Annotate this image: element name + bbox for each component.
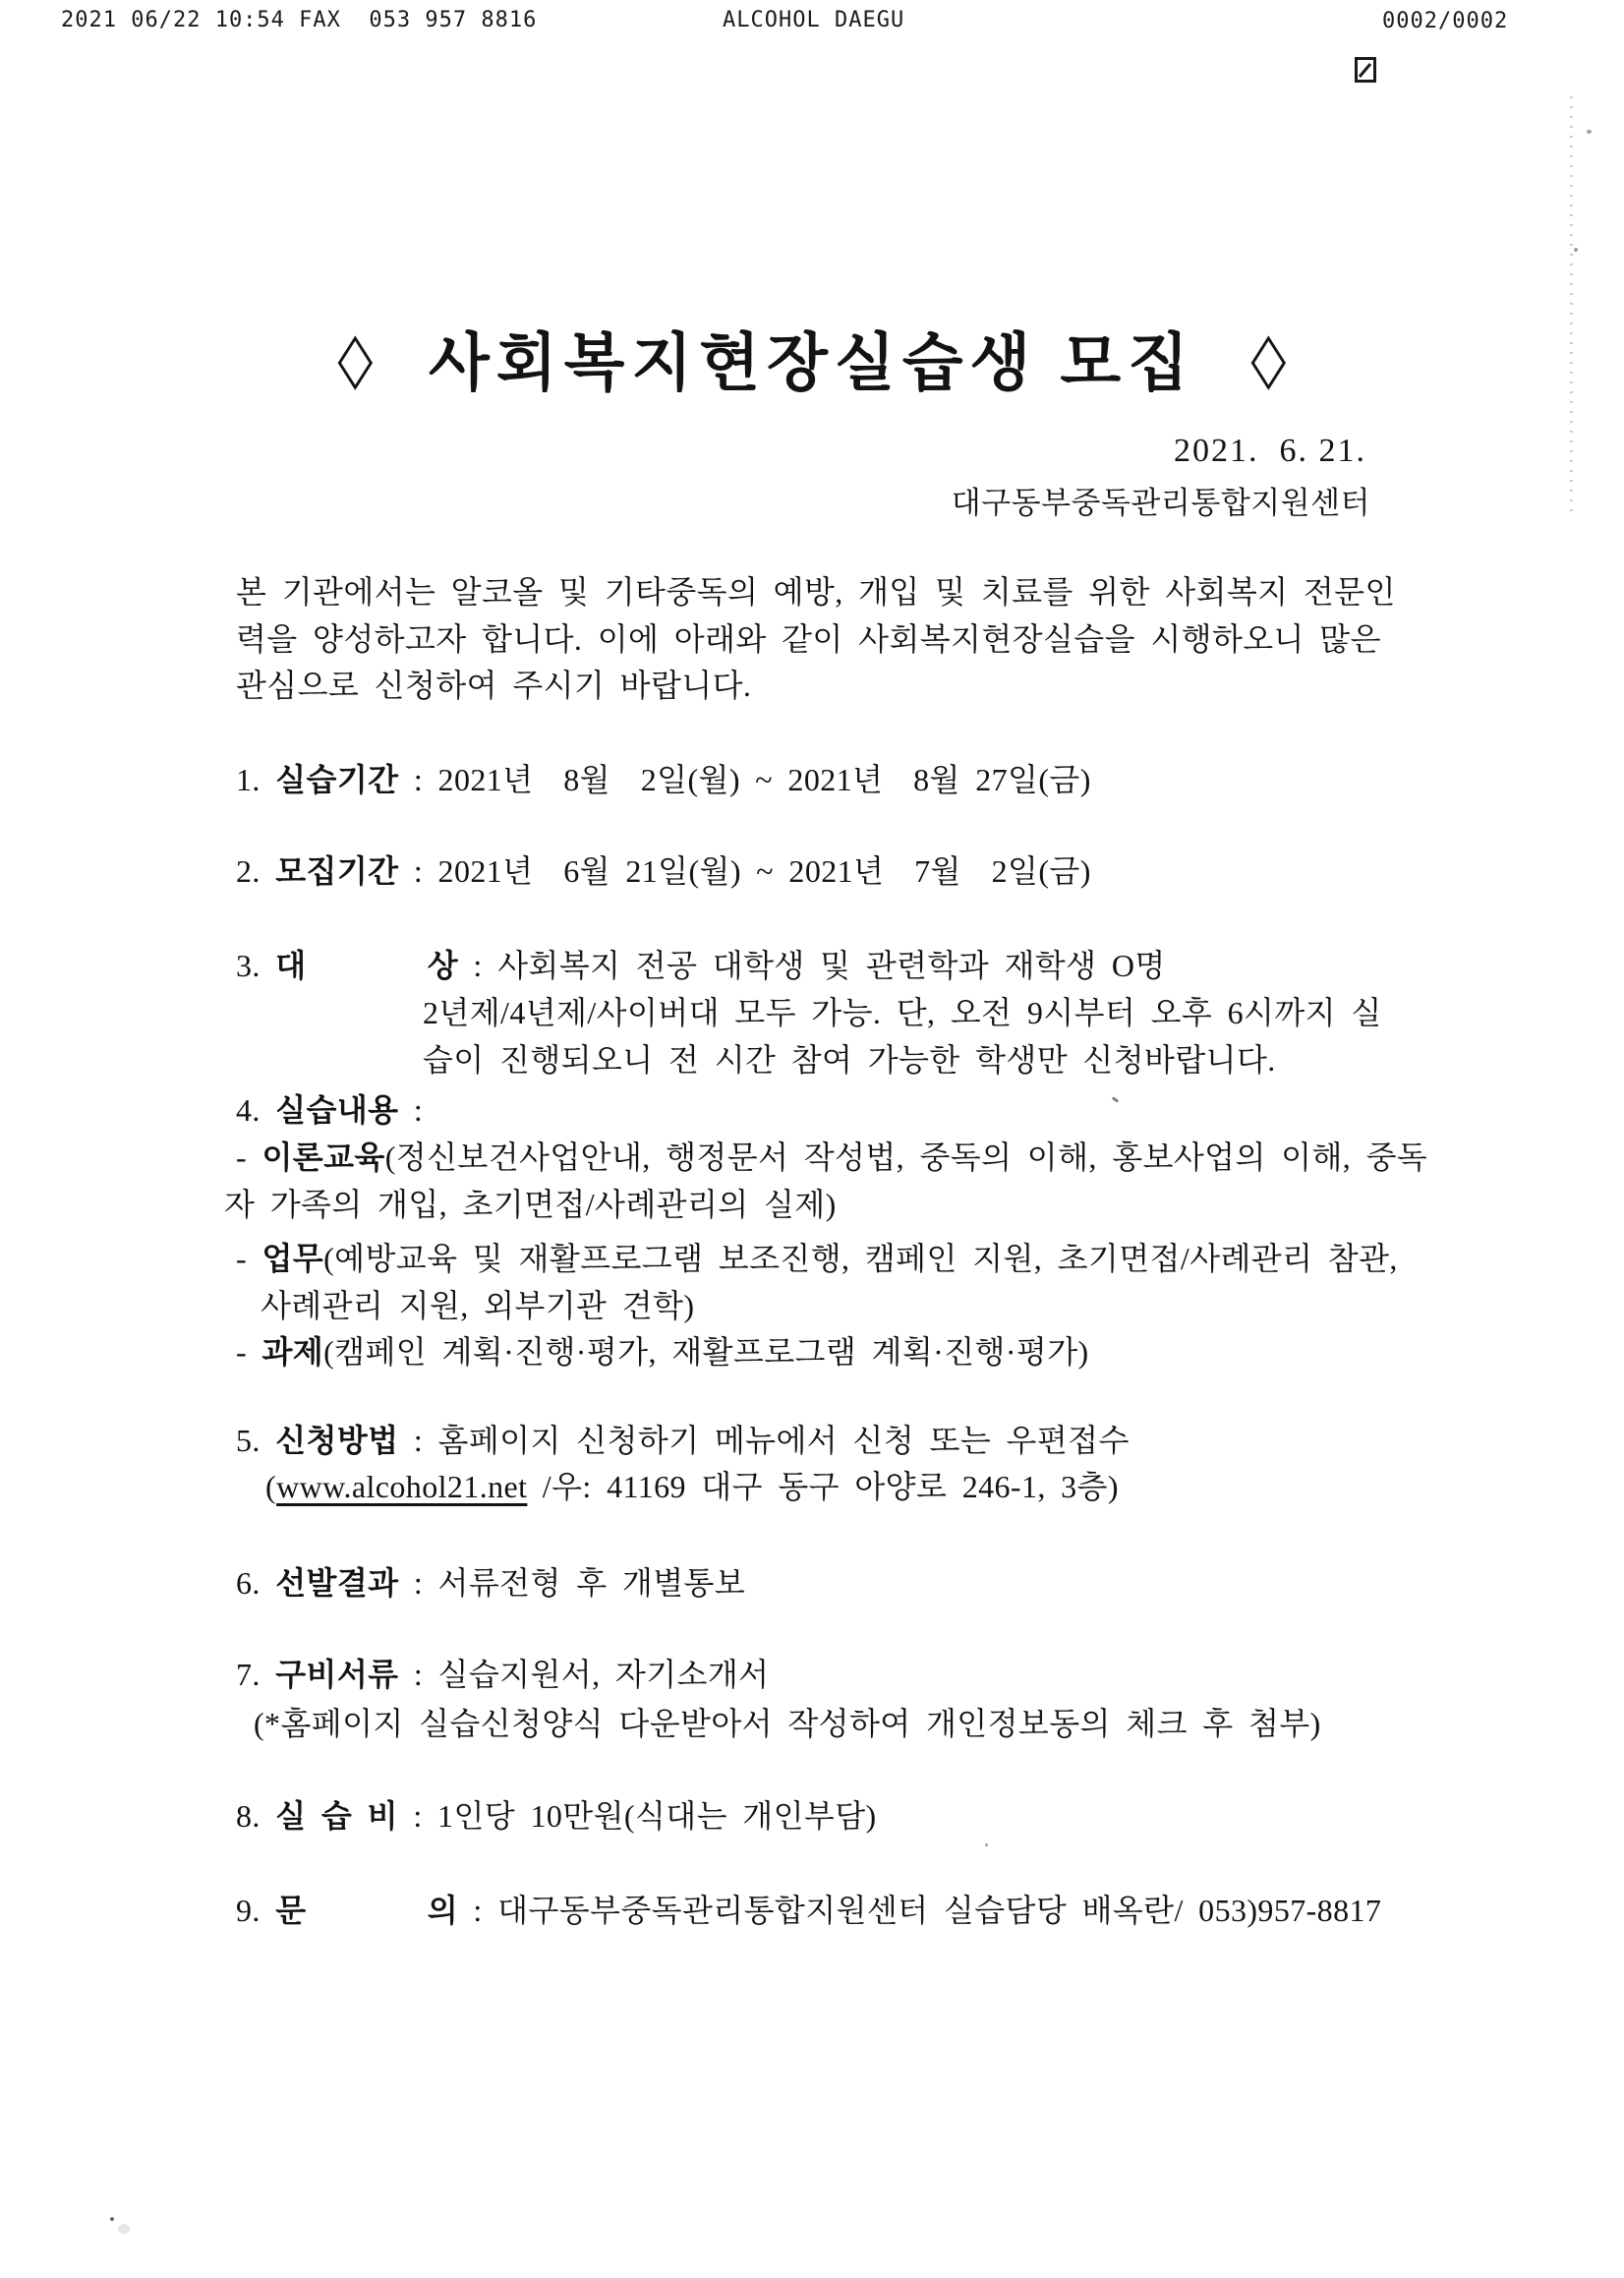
item-4-sub-theory-education [236,1133,1427,1178]
doc-title-row [0,313,1624,403]
item-4-sub1-continuation: 자 가족의 개입, 초기면접/사례관리의 실제) [224,1187,837,1222]
item-5-separator: : [398,1423,438,1458]
item-1-number: 1. [236,762,276,797]
scan-noise-dot [1587,130,1592,134]
item-4-sub2-continuation: 사례관리 지원, 외부기관 견학) [261,1288,695,1323]
item-8-number: 8. [236,1798,276,1834]
item-3-separator: : [458,948,498,983]
item-4-separator: : [398,1092,424,1128]
intro-line-1: 본 기관에서는 알코올 및 기타중독의 예방, 개입 및 치료를 위한 사회복지 전문인 [236,574,1396,610]
diamond-right-icon: ◇ [1250,317,1287,397]
item-6-separator: : [398,1565,438,1601]
item-1-practicum-period [236,755,1091,800]
item-5-value: 홈페이지 신청하기 메뉴에서 신청 또는 우편접수 [437,1423,1130,1458]
item-1-label: 실습기간 [275,762,399,797]
intro-line-3: 관심으로 신청하여 주시기 바랍니다. [236,668,752,703]
item-3-continuation-2: 습이 진행되오니 전 시간 참여 가능한 학생만 신청바랍니다. [423,1042,1276,1078]
item-5-paren-open: ( [265,1469,277,1504]
fax-page-counter [1355,8,1508,33]
scan-noise-dot [1574,248,1578,252]
scan-noise-column [1570,96,1573,519]
item-7-required-documents [236,1650,769,1695]
item-4-sub2-text: (예방교육 및 재활프로그램 보조진행, 캠페인 지원, 초기면접/사례관리 참관, [323,1241,1398,1276]
item-3-label: 대 상 [275,948,459,983]
item-3-eligibility [236,941,1166,986]
item-2-label: 모집기간 [275,853,399,889]
item-4-label: 실습내용 [275,1092,399,1128]
item-4-sub-duties [236,1234,1398,1279]
scan-noise-dot [118,2224,130,2234]
item-5-postal-address: /우: 41169 대구 동구 아양로 246-1, 3층) [527,1469,1119,1504]
item-1-separator: : [398,762,438,797]
item-5-application-method [236,1416,1130,1461]
item-4-sub2-dash: - [236,1241,262,1276]
fax-page-count-text: 0002/0002 [1382,8,1509,33]
item-4-sub-assignments [236,1327,1089,1373]
item-4-practicum-contents [236,1085,423,1131]
item-2-application-period [236,847,1091,892]
item-9-inquiries [236,1886,1381,1931]
scan-noise-dot [1112,1096,1119,1102]
item-9-value: 대구동부중독관리통합지원센터 실습담당 배옥란/ 053)957-8817 [497,1893,1382,1928]
fax-station-name: ALCOHOL DAEGU [723,8,905,32]
item-4-sub1-text: (정신보건사업안내, 행정문서 작성법, 중독의 이해, 홍보사업의 이해, 중독 [384,1139,1428,1175]
scan-noise-dot [110,2217,114,2221]
item-4-sub3-dash: - [236,1334,262,1370]
item-8-practicum-fee [236,1791,877,1837]
item-6-selection-result [236,1558,745,1604]
item-4-sub1-label: 이론교육 [261,1139,385,1175]
item-5-number: 5. [236,1423,276,1458]
diamond-left-icon: ◇ [337,317,374,397]
item-7-separator: : [398,1657,438,1692]
item-9-label: 문 의 [275,1893,459,1928]
website-url: www.alcohol21.net [276,1469,528,1504]
item-4-sub3-label: 과제 [261,1334,324,1370]
fax-page-icon [1355,8,1376,33]
doc-organization: 대구동부중독관리통합지원센터 [951,486,1370,520]
item-4-sub3-text: (캠페인 계획·진행·평가, 재활프로그램 계획·진행·평가) [323,1334,1089,1370]
item-2-separator: : [398,853,438,889]
item-3-value: 사회복지 전공 대학생 및 관련학과 재학생 O명 [497,948,1166,983]
item-7-number: 7. [236,1657,276,1692]
item-2-value: 2021년 6월 21일(월) ~ 2021년 7월 2일(금) [437,853,1091,889]
item-6-value: 서류전형 후 개별통보 [437,1565,746,1601]
item-4-sub2-label: 업무 [261,1241,324,1276]
item-5-label: 신청방법 [275,1423,399,1458]
item-5-address-line [265,1462,1119,1507]
item-4-sub1-dash: - [236,1139,262,1175]
scan-noise-dot [985,1843,988,1846]
item-9-separator: : [458,1893,498,1928]
item-3-continuation-1: 2년제/4년제/사이버대 모두 가능. 단, 오전 9시부터 오후 6시까지 실 [423,995,1382,1030]
item-9-number: 9. [236,1893,276,1928]
fax-header [0,8,1624,41]
item-1-value: 2021년 8월 2일(월) ~ 2021년 8월 27일(금) [437,762,1091,797]
fax-timestamp-number: 2021 06/22 10:54 FAX 053 957 8816 [61,8,538,32]
item-4-number: 4. [236,1092,276,1128]
item-8-value: 1인당 10만원(식대는 개인부담) [437,1798,877,1834]
intro-line-2: 력을 양성하고자 합니다. 이에 아래와 같이 사회복지현장실습을 시행하오니 많은 [236,621,1381,657]
item-2-number: 2. [236,853,276,889]
item-8-label: 실 습 비 [275,1798,398,1834]
doc-title: 사회복지현장실습생 모집 [428,328,1196,398]
item-6-number: 6. [236,1565,276,1601]
item-6-label: 선발결과 [275,1565,399,1601]
item-8-separator: : [397,1798,438,1834]
doc-date: 2021. 6. 21. [1174,433,1366,469]
item-7-label: 구비서류 [275,1657,399,1692]
item-7-value: 실습지원서, 자기소개서 [437,1657,770,1692]
item-3-number: 3. [236,948,276,983]
item-7-note: (*홈페이지 실습신청양식 다운받아서 작성하여 개인정보동의 체크 후 첨부) [254,1706,1321,1741]
